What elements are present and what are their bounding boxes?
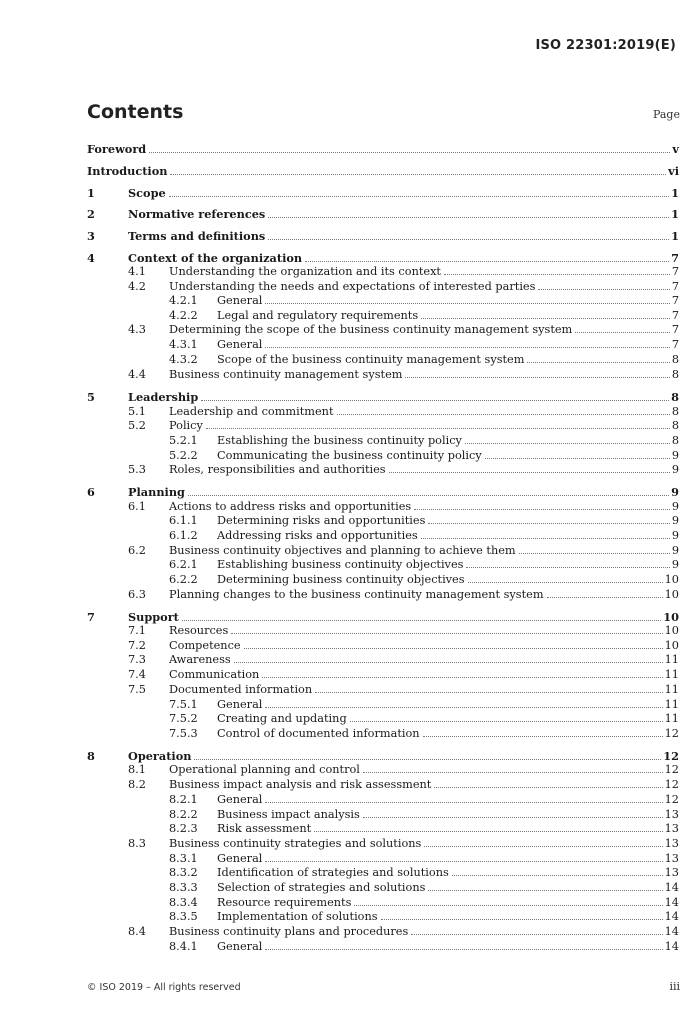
toc-entry[interactable] (87, 207, 679, 221)
dot-leader (519, 544, 670, 554)
toc-entry-number: 4.1 (128, 265, 146, 278)
dot-leader (262, 668, 662, 678)
toc-entry-title: Business continuity plans and procedures (169, 925, 409, 938)
dot-leader (206, 419, 670, 429)
toc-entry-title: Context of the organization (128, 251, 303, 265)
toc-entry[interactable] (169, 866, 679, 880)
toc-entry-number: 8.3.4 (169, 896, 198, 909)
toc-entry-page: 7 (671, 294, 679, 307)
toc-entry-number: 1 (87, 186, 95, 200)
document-id: ISO 22301:2019(E) (535, 38, 676, 53)
toc-entry-number: 5.2.1 (169, 434, 198, 447)
dot-leader (423, 727, 663, 737)
toc-entry-number: 4.2.1 (169, 294, 198, 307)
toc-entry[interactable] (169, 294, 679, 308)
toc-entry-title: Implementation of solutions (217, 910, 378, 923)
toc-entry-page: 11 (664, 668, 679, 681)
toc-entry[interactable] (169, 573, 679, 587)
toc-entry-page: 13 (664, 866, 679, 879)
toc-entry-title: Leadership and commitment (169, 405, 334, 418)
toc-entry-number: 5.2 (128, 419, 146, 432)
toc-entry[interactable] (169, 727, 679, 741)
toc-entry-page: 14 (664, 940, 679, 953)
toc-entry-number: 3 (87, 229, 95, 243)
toc-entry-number: 8.3.5 (169, 910, 198, 923)
toc-entry-number: 8.3.2 (169, 866, 198, 879)
toc-entry-title: Policy (169, 419, 203, 432)
toc-entry-number: 6.2.2 (169, 573, 198, 586)
dot-leader (547, 588, 663, 598)
toc-entry-page: 10 (664, 639, 679, 652)
toc-entry-page: 8 (671, 353, 679, 366)
toc-entry-title: Control of documented information (217, 727, 420, 740)
toc-entry[interactable] (128, 405, 679, 419)
toc-entry-number: 4 (87, 251, 95, 265)
toc-entry-number: 7.5.3 (169, 727, 198, 740)
toc-entry-number: 4.3.2 (169, 353, 198, 366)
contents-title: Contents (87, 101, 184, 123)
dot-leader (381, 910, 663, 920)
toc-entry[interactable] (169, 309, 679, 323)
toc-entry-page: 11 (664, 712, 679, 725)
toc-entry-title: Resource requirements (217, 896, 352, 909)
toc-entry-number: 8.3 (128, 837, 146, 850)
toc-entry-page: 12 (664, 763, 679, 776)
dot-leader (428, 881, 662, 891)
toc-entry-number: 7.3 (128, 653, 146, 666)
toc-entry[interactable] (128, 323, 679, 337)
toc-entry-number: 8.3.1 (169, 852, 198, 865)
toc-entry-title: Documented information (169, 683, 313, 696)
toc-entry-page: 7 (671, 265, 679, 278)
toc-entry-number: 8.2.1 (169, 793, 198, 806)
toc-entry-page: 12 (664, 793, 679, 806)
toc-entry-title: Determining business continuity objectives (217, 573, 465, 586)
toc-entry-page: 7 (671, 251, 679, 265)
toc-entry[interactable] (87, 485, 679, 499)
toc-entry[interactable] (169, 940, 679, 954)
toc-entry[interactable] (128, 419, 679, 433)
toc-entry-number: 7.4 (128, 668, 146, 681)
toc-entry-number: 4.4 (128, 368, 146, 381)
toc-entry-page: vi (668, 164, 679, 178)
dot-leader (305, 252, 669, 262)
toc-entry[interactable] (169, 896, 679, 910)
toc-entry[interactable] (128, 683, 679, 697)
toc-entry-number: 4.3 (128, 323, 146, 336)
dot-leader (428, 514, 669, 524)
toc-entry-number: 8.3.3 (169, 881, 198, 894)
toc-entry-number: 7.1 (128, 624, 146, 637)
toc-entry-title: Understanding the organization and its context (169, 265, 441, 278)
toc-entry-page: 8 (671, 368, 679, 381)
toc-entry[interactable] (87, 164, 679, 178)
toc-entry-page: 10 (664, 588, 679, 601)
dot-leader (265, 698, 662, 708)
toc-entry-page: 14 (664, 896, 679, 909)
dot-leader (265, 338, 669, 348)
toc-entry-page: 13 (664, 808, 679, 821)
toc-entry-page: 13 (664, 822, 679, 835)
toc-entry-number: 6.1 (128, 500, 146, 513)
dot-leader (363, 763, 663, 773)
toc-entry-number: 6.1.1 (169, 514, 198, 527)
dot-leader (575, 323, 670, 333)
toc-entry-title: Communication (169, 668, 260, 681)
toc-entry-title: Competence (169, 639, 241, 652)
toc-entry-page: 8 (671, 434, 679, 447)
toc-entry[interactable] (128, 837, 679, 851)
toc-entry-number: 7.5 (128, 683, 146, 696)
toc-entry-page: 14 (664, 910, 679, 923)
dot-leader (466, 558, 669, 568)
toc-entry-number: 4.2 (128, 280, 146, 293)
toc-entry-number: 7.5.1 (169, 698, 198, 711)
dot-leader (149, 143, 670, 153)
toc-entry[interactable] (128, 463, 679, 477)
dot-leader (421, 529, 670, 539)
toc-entry[interactable] (87, 186, 679, 200)
toc-entry-title: Operational planning and control (169, 763, 360, 776)
toc-entry-title: Operation (128, 749, 192, 763)
toc-entry[interactable] (128, 639, 679, 653)
dot-leader (452, 866, 663, 876)
toc-entry-title: General (217, 852, 263, 865)
dot-leader (414, 500, 670, 510)
toc-entry-page: 9 (671, 529, 679, 542)
toc-entry-page: 7 (671, 280, 679, 293)
dot-leader (434, 778, 662, 788)
dot-leader (169, 187, 669, 197)
dot-leader (389, 463, 670, 473)
toc-entry-title: Introduction (87, 164, 168, 178)
dot-leader (363, 808, 663, 818)
toc-entry-page: 14 (664, 925, 679, 938)
toc-entry-title: Normative references (128, 207, 266, 221)
dot-leader (244, 639, 663, 649)
toc-entry-title: Scope (128, 186, 166, 200)
toc-entry[interactable] (169, 449, 679, 463)
toc-entry[interactable] (169, 514, 679, 528)
toc-entry[interactable] (87, 142, 679, 156)
copyright-footer: © ISO 2019 – All rights reserved (87, 982, 241, 993)
dot-leader (337, 405, 670, 415)
toc-entry[interactable] (169, 338, 679, 352)
toc-entry-number: 7 (87, 610, 95, 624)
dot-leader (421, 309, 670, 319)
toc-entry-page: 11 (664, 653, 679, 666)
toc-entry[interactable] (169, 698, 679, 712)
toc-entry-page: 13 (664, 852, 679, 865)
toc-entry-title: Business continuity objectives and planning to achieve them (169, 544, 516, 557)
toc-entry-page: 7 (671, 309, 679, 322)
toc-entry-number: 4.2.2 (169, 309, 198, 322)
toc-entry[interactable] (128, 280, 679, 294)
toc-entry-page: 9 (671, 463, 679, 476)
toc-entry[interactable] (128, 544, 679, 558)
dot-leader (527, 353, 669, 363)
toc-entry[interactable] (87, 251, 679, 265)
toc-entry[interactable] (128, 265, 679, 279)
toc-entry-number: 6.3 (128, 588, 146, 601)
toc-entry-title: General (217, 793, 263, 806)
toc-entry-title: General (217, 940, 263, 953)
toc-entry-title: Identification of strategies and solutions (217, 866, 449, 879)
toc-entry[interactable] (87, 610, 679, 624)
toc-entry[interactable] (128, 668, 679, 682)
toc-entry[interactable] (128, 588, 679, 602)
toc-entry-page: 1 (671, 229, 679, 243)
toc-entry-title: Determining risks and opportunities (217, 514, 426, 527)
dot-leader (444, 265, 670, 275)
toc-entry-number: 5.3 (128, 463, 146, 476)
toc-entry-title: Planning changes to the business continuity management system (169, 588, 544, 601)
dot-leader (188, 486, 669, 496)
toc-entry-title: Business continuity management system (169, 368, 403, 381)
toc-entry-title: Business continuity strategies and solutions (169, 837, 422, 850)
toc-entry-page: 13 (664, 837, 679, 850)
dot-leader (265, 294, 669, 304)
dot-leader (405, 368, 669, 378)
toc-entry[interactable] (87, 749, 679, 763)
toc-entry-page: 9 (671, 514, 679, 527)
toc-entry-number: 8.4 (128, 925, 146, 938)
toc-entry-number: 5 (87, 390, 95, 404)
toc-entry-page: 10 (664, 624, 679, 637)
toc-entry-title: Understanding the needs and expectations of interested parties (169, 280, 536, 293)
page-number: iii (669, 980, 680, 993)
toc-entry[interactable] (169, 910, 679, 924)
toc-entry-page: 9 (671, 485, 679, 499)
toc-entry-number: 7.2 (128, 639, 146, 652)
toc-entry-page: 9 (671, 500, 679, 513)
dot-leader (231, 624, 662, 634)
toc-entry-title: Business impact analysis (217, 808, 360, 821)
toc-entry[interactable] (169, 353, 679, 367)
dot-leader (354, 896, 662, 906)
toc-entry-page: 10 (664, 573, 679, 586)
toc-entry-number: 5.1 (128, 405, 146, 418)
toc-entry-title: Business impact analysis and risk assessment (169, 778, 432, 791)
toc-entry[interactable] (169, 529, 679, 543)
toc-entry[interactable] (128, 624, 679, 638)
toc-entry-title: Addressing risks and opportunities (217, 529, 418, 542)
toc-entry-title: Establishing the business continuity policy (217, 434, 462, 447)
toc-entry-title: Awareness (169, 653, 231, 666)
dot-leader (465, 434, 670, 444)
dot-leader (194, 750, 661, 760)
dot-leader (265, 940, 662, 950)
toc-entry-page: 9 (671, 449, 679, 462)
toc-entry[interactable] (128, 653, 679, 667)
toc-entry-title: Support (128, 610, 179, 624)
toc-entry[interactable] (128, 368, 679, 382)
toc-entry-page: 8 (671, 390, 679, 404)
toc-entry-page: 12 (663, 749, 679, 763)
toc-entry-page: 12 (664, 727, 679, 740)
toc-entry-number: 4.3.1 (169, 338, 198, 351)
toc-entry-title: Leadership (128, 390, 199, 404)
toc-entry[interactable] (87, 390, 679, 404)
toc-entry-page: 1 (671, 186, 679, 200)
toc-entry-title: Actions to address risks and opportunities (169, 500, 412, 513)
toc-entry-number: 6.2 (128, 544, 146, 557)
toc-entry[interactable] (128, 763, 679, 777)
toc-entry-number: 7.5.2 (169, 712, 198, 725)
toc-entry-page: 8 (671, 419, 679, 432)
toc-entry-number: 6.2.1 (169, 558, 198, 571)
toc-entry[interactable] (169, 852, 679, 866)
dot-leader (201, 391, 669, 401)
dot-leader (234, 653, 663, 663)
dot-leader (411, 925, 662, 935)
toc-entry[interactable] (169, 793, 679, 807)
dot-leader (265, 852, 662, 862)
toc-entry-title: Risk assessment (217, 822, 312, 835)
toc-entry-number: 8 (87, 749, 95, 763)
dot-leader (182, 611, 661, 621)
toc-entry-title: Roles, responsibilities and authorities (169, 463, 386, 476)
toc-entry-number: 5.2.2 (169, 449, 198, 462)
toc-entry-title: General (217, 338, 263, 351)
page-column-label: Page (652, 108, 680, 121)
toc-entry[interactable] (87, 229, 679, 243)
dot-leader (268, 230, 669, 240)
toc-entry-title: Resources (169, 624, 229, 637)
toc-entry-number: 8.4.1 (169, 940, 198, 953)
dot-leader (538, 280, 669, 290)
dot-leader (468, 573, 663, 583)
toc-entry-title: Planning (128, 485, 185, 499)
toc-entry-page: 10 (663, 610, 679, 624)
toc-entry[interactable] (169, 558, 679, 572)
toc-entry[interactable] (169, 712, 679, 726)
toc-entry-title: General (217, 698, 263, 711)
toc-entry[interactable] (128, 500, 679, 514)
toc-entry-page: 11 (664, 683, 679, 696)
toc-entry[interactable] (128, 925, 679, 939)
toc-entry[interactable] (169, 808, 679, 822)
dot-leader (485, 449, 670, 459)
toc-entry-title: Communicating the business continuity policy (217, 449, 482, 462)
dot-leader (268, 208, 669, 218)
toc-entry-page: 7 (671, 323, 679, 336)
toc-entry-number: 8.2.3 (169, 822, 198, 835)
toc-entry-page: 1 (671, 207, 679, 221)
toc-entry[interactable] (169, 881, 679, 895)
toc-entry[interactable] (169, 434, 679, 448)
dot-leader (314, 822, 662, 832)
toc-entry-number: 8.1 (128, 763, 146, 776)
dot-leader (350, 712, 663, 722)
toc-entry-number: 8.2.2 (169, 808, 198, 821)
toc-entry[interactable] (128, 778, 679, 792)
toc-entry-number: 8.2 (128, 778, 146, 791)
toc-entry-page: 9 (671, 544, 679, 557)
toc-entry-page: 14 (664, 881, 679, 894)
toc-entry[interactable] (169, 822, 679, 836)
toc-entry-title: Scope of the business continuity management system (217, 353, 525, 366)
toc-entry-title: Selection of strategies and solutions (217, 881, 426, 894)
dot-leader (424, 837, 662, 847)
toc-entry-title: Creating and updating (217, 712, 347, 725)
toc-entry-page: v (672, 142, 679, 156)
toc-entry-title: Establishing business continuity objectives (217, 558, 464, 571)
toc-entry-title: General (217, 294, 263, 307)
toc-entry-title: Terms and definitions (128, 229, 266, 243)
toc-entry-page: 11 (664, 698, 679, 711)
toc-entry-number: 6 (87, 485, 95, 499)
toc-entry-number: 6.1.2 (169, 529, 198, 542)
toc-entry-page: 7 (671, 338, 679, 351)
dot-leader (315, 683, 662, 693)
dot-leader (170, 165, 666, 175)
toc-entry-number: 2 (87, 207, 95, 221)
toc-entry-title: Legal and regulatory requirements (217, 309, 419, 322)
dot-leader (265, 793, 662, 803)
toc-entry-title: Foreword (87, 142, 147, 156)
toc-entry-page: 9 (671, 558, 679, 571)
toc-entry-page: 12 (664, 778, 679, 791)
toc-entry-page: 8 (671, 405, 679, 418)
toc-entry-title: Determining the scope of the business continuity management system (169, 323, 573, 336)
